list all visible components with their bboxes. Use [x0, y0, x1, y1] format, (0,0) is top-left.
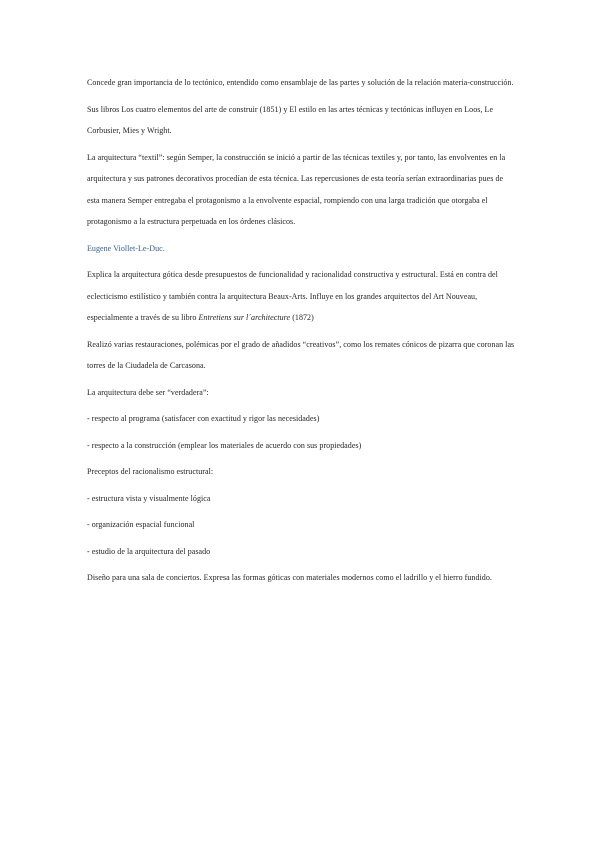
- paragraph-tectonic: Concede gran importancia de lo tectónico, entendido como ensamblaje de las partes y solución de la relación materia-construcción.: [87, 78, 514, 87]
- list-item-structure: - estructura vista y visualmente lógica: [87, 493, 211, 503]
- paragraph-gothic-text: Explica la arquitectura gótica desde presupuestos de funcionalidad y racionalidad constructiva y estructural. Está en contra del eclecticismo estilístico y también contra la arquitectura Beaux-Arts. Influye en los grandes arquitectos del Art Nouveau, especialmente a través de su libro: [87, 270, 498, 322]
- list-item-construction: - respecto a la construcción (emplear los materiales de acuerdo con sus propiedades): [87, 440, 362, 450]
- section-heading-viollet: [87, 238, 515, 260]
- viollet-le-duc-link[interactable]: Eugene Viollet-Le-Duc.: [87, 243, 165, 253]
- paragraph-gothic: [87, 264, 515, 329]
- book-title-entretiens: Entretiens sur l´architecture: [198, 313, 291, 322]
- list-item-study: - estudio de la arquitectura del pasado: [87, 546, 211, 556]
- paragraph-textile-architecture: La arquitectura “textil”: según Semper, la construcción se inició a partir de las técnicas textiles y, por tanto, las envolventes en la arquitectura y sus patrones decorativos procedían de esta técnica. Las repercusiones de esta teoría serían extraordinarias pues de esta manera Semper entregaba el protagonismo a la envolvente espacial, rompiendo con una larga tradición que otorgaba el protagonismo a la estructura perpetuada en los órdenes clásicos.: [87, 152, 506, 226]
- list-item-program: - respecto al programa (satisfacer con exactitud y rigor las necesidades): [87, 414, 320, 423]
- paragraph-concert-hall: Diseño para una sala de conciertos. Expresa las formas góticas con materiales modernos como el ladrillo y el hierro fundido.: [87, 573, 492, 582]
- paragraph-restorations: Realizó varias restauraciones, polémicas por el grado de añadidos “creativos”, como los remates cónicos de pizarra que coronan las torres de la Ciudadela de Carcasona.: [87, 339, 515, 370]
- paragraph-true-architecture: La arquitectura debe ser “verdadera”:: [87, 387, 209, 397]
- paragraph-precepts: Preceptos del racionalismo estructural:: [87, 467, 214, 476]
- document-body: [87, 72, 515, 594]
- list-item-organization: - organización espacial funcional: [87, 520, 195, 529]
- paragraph-books: Sus libros Los cuatro elementos del arte de construir (1851) y El estilo en las artes técnicas y tectónicas influyen en Loos, Le Corbusier, Mies y Wright.: [87, 104, 494, 135]
- paragraph-gothic-year: (1872): [290, 313, 314, 322]
